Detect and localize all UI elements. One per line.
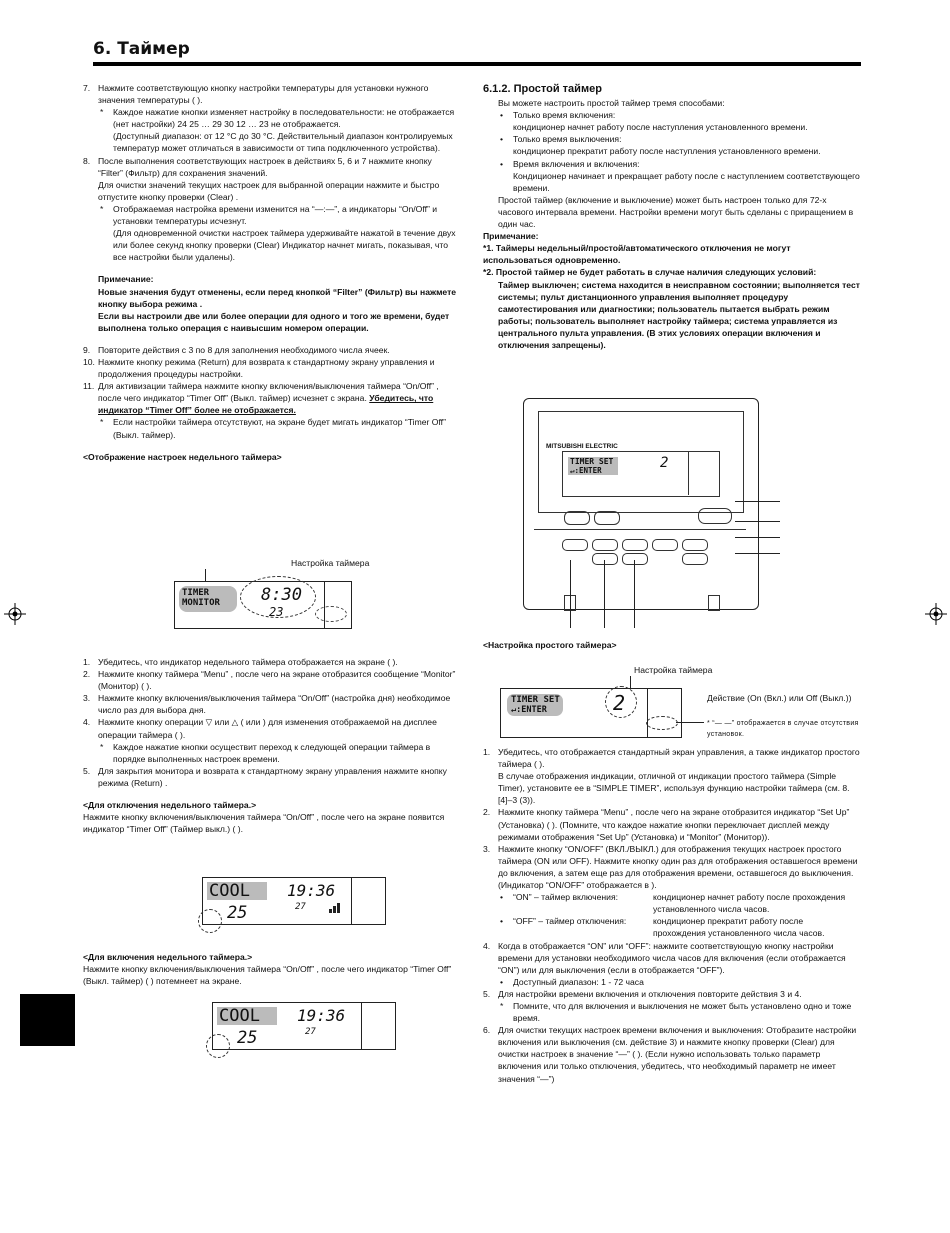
step-8: После выполнения соответствующих настроек в действиях 5, 6 и 7 нажмите кнопку “Filter” (Фильтр) для сохранения значений.	[98, 155, 432, 178]
simple-step-3: Нажмите кнопку “ON/OFF” (ВКЛ./ВЫКЛ.) для отображения текущих настроек простого таймера (ON или OFF). Нажмите кнопку один раз для отображения оставшегося времени до включения, а затем еще раз для отображения времени, оставшегося до выключения. (Индикатор “ON/OFF” отображается в ).	[498, 843, 858, 891]
remote-lcd-digit: 2	[660, 455, 669, 471]
pointer-line	[604, 560, 605, 628]
mode-button[interactable]	[682, 553, 708, 565]
off-def-title: “OFF” – таймер отключения:	[513, 916, 627, 927]
action-note: * “— —” отображается в случае отсутствия установок.	[707, 720, 859, 738]
step-7-note-range: (Доступный диапазон: от 12 °C до 30 °C. Действительный диапазон контролируемых температур может отличаться в зависимости от типа подключенного устройства).	[113, 131, 453, 154]
remote-lcd-line-2: ↵:ENTER	[570, 466, 602, 475]
highlight-ellipse	[605, 686, 637, 718]
lcd-small-temp: 27	[305, 1027, 316, 1037]
note-2: Если вы настроили две или более операции для одного и того же времени, будет выполнена только операция с наивысшим номером операции.	[98, 310, 450, 333]
simple-timer-lcd	[500, 688, 682, 738]
simple-step-5-note: Помните, что для включения и выключения не может быть установлено одно и тоже время.	[513, 1000, 852, 1024]
pointer-line	[630, 676, 631, 688]
on-def-desc: кондиционер начнет работу после прохождения установленного числа часов.	[653, 892, 846, 915]
lcd-line-1: TIMER SET	[511, 695, 560, 705]
step-8-cont: Для очистки значений текущих настроек для выбранной операции нажмите и быстро отпустите кнопку проверки (Clear) .	[98, 179, 440, 202]
step-8-note: Отображаемая настройка времени изменится на “—:—”, а индикаторы “On/Off” и установки температуры исчезнут.	[113, 203, 438, 227]
weekly-step-3: Нажмите кнопку включения/выключения таймера “On/Off” (настройка дня) необходимое число раз для выбора дня.	[98, 693, 451, 716]
step-7: Нажмите соответствующую кнопку настройки температуры для установки нужного значения температуры ( ).	[98, 83, 429, 106]
lcd-time: 8:30	[261, 585, 302, 605]
left-column-top: 7. Нажмите соответствующую кнопку настройки температуры для установки нужного значения температуры ( ). * Каждое нажатие кнопки изменяет настройку в последовательности: не отображается (нет настройки) 24 25 … 29 30 12 … 23 не отображается. (Доступный диапазон: от 12 °C до 30 °C. Действительный диапазон контролируемых температур может отличаться в зависимости от типа подключенного устройства). 8. После выполнения соответствующих настроек в действиях 5, 6 и 7 нажмите кнопку “Filter” (Фильтр) для сохранения значений. Для очистки значений текущих настроек для выбранной операции нажмите и быстро отпустите кнопку проверки (Clear) . * Отображаемая настройка времени изменится на “—:—”, а индикаторы “On/Off” и установки температуры исчезнут. (Для одновременной очистки настроек таймера удерживайте нажатой в течение двух или более секунд кнопку проверки (Clear) Индикатор начнет мигать, показывая, что все настройки были удалены). Примечание: Новые значения будут отменены, если перед кнопкой “Filter” (Фильтр) вы нажмете кнопку выбора режима . Если вы настроили две или более операции для одного и того же времени, будет выполнена только операция с наивысшим номером операции. 9. Повторите действия с 3 по 8 для заполнения необходимого числа ячеек. 10. Нажмите кнопку режима (Return) для возврата к стандартному экрану управления и продолжения процедуры настройки. 11. Для активизации таймера нажмите кнопку включения/выключения таймера “On/Off” , после чего индикатор “Timer Off” (Выкл. таймер) исчезнет с экрана. Убедитесь, что индикатор “Timer Off” более не отображается. * Если настройки таймера отсутствуют, на экране будет мигать индикатор “Timer Off” (Выкл. таймер). <Отображение настроек недельного таймера>	[83, 83, 457, 462]
note-2-conditions: Таймер выключен; система находится в неисправном состоянии; выполняется тест системы; пульт дистанционного управления выполняет процедуру самотестирования или диагностики; пользователь пытается выбрать режим работы; пользователь выполняет настройку таймера; система управляется из центрального пульта управления. (В этих условиях операции включения и отключения запрещены).	[498, 279, 860, 350]
pointer-line	[735, 521, 780, 522]
simple-step-4: Когда в отображается “ON” или “OFF”: нажмите соответствующую кнопку настройки времени для установки необходимого числа часов для включения (если отображается “ON”) или для выключения (если в отображается “OFF”).	[498, 940, 846, 975]
highlight-ellipse	[240, 576, 316, 618]
note-title: Примечание:	[98, 274, 154, 285]
action-label: Действие (On (Вкл.) или Off (Выкл.))	[707, 693, 852, 703]
simple-intro: Вы можете настроить простой таймер тремя способами:	[498, 98, 725, 109]
on-title: <Для включения недельного таймера.>	[83, 952, 253, 962]
page-tab-marker	[20, 994, 75, 1046]
pointer-line	[735, 553, 780, 554]
timer-off-indicator-icon	[198, 909, 222, 933]
header-rule	[93, 62, 861, 66]
time-up-button[interactable]	[622, 553, 648, 565]
lcd-temp: 25	[227, 903, 248, 923]
remote-lcd-line-1: TIMER SET	[570, 457, 614, 466]
simple-para: Простой таймер (включение и выключение) может быть настроен только для 72-х часового интервала времени. Настройки времени могут быть сделаны с приращением в один час.	[498, 194, 854, 230]
on-off-button[interactable]	[698, 508, 732, 524]
simple-label: Настройка таймера	[634, 665, 713, 675]
off-text: Нажмите кнопку включения/выключения таймера “On/Off” , после чего на экране появится индикатор “Timer Off” (Таймер выкл.) ( ).	[83, 812, 445, 835]
lcd-line-2: MONITOR	[182, 598, 220, 608]
pointer-line	[735, 501, 780, 502]
lcd-mode: COOL	[209, 881, 250, 901]
note-1: Новые значения будут отменены, если перед кнопкой “Filter” (Фильтр) вы нажмете кнопку выбора режима .	[98, 286, 457, 309]
weekly-step-5: Для закрытия монитора и возврата к стандартному экрану управления нажмите кнопку режима (Return) .	[98, 765, 447, 788]
lcd-temp: 25	[237, 1028, 258, 1048]
step-10: Нажмите кнопку режима (Return) для возврата к стандартному экрану управления и продолжения процедуры настройки.	[98, 356, 435, 380]
remote-controller	[523, 398, 759, 610]
step-9: Повторите действия с 3 по 8 для заполнения необходимого числа ячеек.	[98, 344, 390, 355]
section-title: 6.1.2. Простой таймер	[483, 83, 602, 95]
note-2: *2. Простой таймер не будет работать в случае наличия следующих условий:	[483, 267, 817, 278]
step-11-emph: Убедитесь, что индикатор “Timer Off” более не отображается.	[98, 393, 434, 416]
pointer-line	[676, 722, 704, 723]
right-column-top: 6.1.2. Простой таймер Вы можете настроить простой таймер тремя способами: • Только время включения: кондиционер начнет работу после наступления установленного времени. • Только время выключения: кондиционер прекратит работу после наступления установленного времени. • Время включения и включения: Кондиционер начинает и прекращает работу после с наступлением соответствующего времени. Простой таймер (включение и выключение) может быть настроен только для 72-х часового интервала времени. Настройки времени могут быть сделаны с приращением в один час. Примечание: *1. Таймеры недельный/простой/автоматического отключения не могут использоваться одновременно. *2. Простой таймер не будет работать в случае наличия следующих условий: Таймер выключен; система находится в неисправном состоянии; выполняется тест системы; пульт дистанционного управления выполняет процедуру самотестирования или диагностики; пользователь пытается выбрать режим работы; пользователь выполняет настройку таймера; система управляется из центрального пульта управления. (В этих условиях операции включения и отключения запрещены).	[483, 83, 860, 350]
way-2-desc: кондиционер прекратит работу после наступления установленного времени.	[513, 146, 821, 157]
way-2-title: Только время выключения:	[513, 134, 622, 145]
pointer-line	[570, 560, 571, 628]
lcd-temp: 23	[269, 605, 284, 619]
time-down-button[interactable]	[592, 553, 618, 565]
left-steps: 1. Убедитесь, что индикатор недельного таймера отображается на экране ( ). 2. Нажмите кнопку таймера “Menu” , после чего на экране отобразится сообщение “Monitor” (Монитор) ( ). 3. Нажмите кнопку включения/выключения таймера “On/Off” (настройка дня) необходимое число раз для выбора дня. 4. Нажмите кнопку операции ▽ или △ ( или ) для изменения отображаемой на дисплее операции таймера ( ). * Каждое нажатие кнопки осуществит переход к следующей операции таймера в порядке выполненных настроек времени. 5. Для закрытия монитора и возврата к стандартному экрану управления нажмите кнопку режима (Return) . <Для отключения недельного таймера.> Нажмите кнопку включения/выключения таймера “On/Off” , после чего на экране появится индикатор “Timer Off” (Таймер выкл.) ( ).	[83, 656, 458, 835]
highlight-ellipse	[646, 716, 678, 730]
weekly-step-2: Нажмите кнопку таймера “Menu” , после чего на экране отобразится сообщение “Monitor” (Монитор) ( ).	[98, 669, 456, 692]
weekly-title: <Отображение настроек недельного таймера>	[83, 451, 282, 462]
simple-step-6: Для очистки текущих настроек времени включения и выключения: Отобразите настройки включения или выключения (см. действие 3) и нажмите кнопку проверки (Clear) для очистки настроек в значение “—” ( ). (Если нужно использовать только параметр включения или только отключения, убедитесь, что необходимый параметр не имеет значения “—”)	[498, 1025, 857, 1084]
weekly-step-4-note: Каждое нажатие кнопки осуществит переход к следующей операции таймера в порядке выполненных настроек времени.	[113, 741, 431, 764]
cool-lcd-off	[202, 877, 386, 925]
fan-bars-icon	[315, 901, 345, 913]
note-title: Примечание:	[483, 231, 539, 242]
lcd-time: 19:36	[287, 881, 336, 900]
pointer-line	[735, 537, 780, 538]
simple-step-5: Для настройки времени включения и отключения повторите действия 3 и 4.	[498, 988, 802, 999]
weekly-step-1: Убедитесь, что индикатор недельного таймера отображается на экране ( ).	[98, 657, 398, 667]
weekly-step-4: Нажмите кнопку операции ▽ или △ ( или ) для изменения отображаемой на дисплее операции таймера ( ).	[98, 717, 437, 740]
step-11-note: Если настройки таймера отсутствуют, на экране будет мигать индикатор “Timer Off” (Выкл. таймер).	[113, 417, 446, 440]
range-text: Доступный диапазон: 1 - 72 часа	[513, 976, 644, 987]
step-7-note: Каждое нажатие кнопки изменяет настройку в последовательности: не отображается (нет настройки) 24 25 … 29 30 12 … 23 не отображается.	[113, 107, 455, 130]
simple-steps: 1. Убедитесь, что отображается стандартный экран управления, а также индикатор простого таймера ( ). В случае отображения индикации, отличной от индикации простого таймера (Simple Timer), установите ее в “SIMPLE TIMER”, используя функцию настройки таймера (см. 8.[4]–3 (3)). 2. Нажмите кнопку таймера “Menu” , после чего на экране отобразится индикатор “Set Up” (Установка) ( ). (Помните, что каждое нажатие кнопки переключает дисплей между режимами отображения “Set Up” (Установка) и “Monitor” (Монитор)). 3. Нажмите кнопку “ON/OFF” (ВКЛ./ВЫКЛ.) для отображения текущих настроек простого таймера (ON или OFF). Нажмите кнопку один раз для отображения оставшегося времени до включения, а затем еще раз для отображения времени, оставшегося до выключения. (Индикатор “ON/OFF” отображается в ). • “ON” – таймер включения: кондиционер начнет работу после прохождения установленного числа часов. • “OFF” – таймер отключения: кондиционер прекратит работу после прохождения установленного числа часов. 4. Когда в отображается “ON” или “OFF”: нажмите соответствующую кнопку настройки времени для установки необходимого числа часов для включения (если отображается “ON”) или для выключения (если в отображается “OFF”). • Доступный диапазон: 1 - 72 часа 5. Для настройки времени включения и отключения повторите действия 3 и 4. * Помните, что для включения и выключения не может быть установлено одно и тоже время. 6. Для очистки текущих настроек времени включения и выключения: Отобразите настройки включения или выключения (см. действие 3) и нажмите кнопку проверки (Clear) для очистки настроек в значение “—” ( ). (Если нужно использовать только параметр включения или только отключения, убедитесь, что необходимый параметр не имеет значения “—”)	[483, 747, 860, 1084]
on-off-timer-button[interactable]	[622, 539, 648, 551]
temp-down-button[interactable]	[564, 511, 590, 525]
note-1: *1. Таймеры недельный/простой/автоматического отключения не могут использоваться одновременно.	[483, 243, 791, 266]
weekly-label: Настройка таймера	[291, 558, 370, 568]
simple-step-1-cont: В случае отображения индикации, отличной от индикации простого таймера (Simple Timer), установите ее в “SIMPLE TIMER”, используя функцию настройки таймера (см. 8.[4]–3 (3)).	[498, 771, 850, 806]
lcd-digit: 2	[613, 691, 626, 715]
remote-brand: MITSUBISHI ELECTRIC	[546, 443, 618, 450]
filter-button[interactable]	[682, 539, 708, 551]
way-3-title: Время включения и включения:	[513, 158, 640, 169]
fan-button[interactable]	[652, 539, 678, 551]
off-def-desc: кондиционер прекратит работу после прохождения установленного числа часов.	[653, 916, 825, 939]
simple-title: <Настройка простого таймера>	[483, 640, 617, 650]
way-3-desc: Кондиционер начинает и прекращает работу после с наступлением соответствующего времени.	[513, 170, 860, 193]
pointer-line	[634, 560, 635, 628]
way-1-desc: кондиционер начнет работу после наступления установленного времени.	[513, 122, 808, 133]
way-1-title: Только время включения:	[513, 110, 616, 121]
step-11: Для активизации таймера нажмите кнопку включения/выключения таймера “On/Off” , после чего индикатор “Timer Off” (Выкл. таймер) исчезнет с экрана.	[98, 381, 439, 404]
registration-mark-icon	[925, 603, 947, 625]
simple-step-1: Убедитесь, что отображается стандартный экран управления, а также индикатор простого таймера ( ).	[498, 747, 860, 770]
operation-button[interactable]	[592, 539, 618, 551]
registration-mark-icon	[4, 603, 26, 625]
temp-up-button[interactable]	[594, 511, 620, 525]
lcd-mode: COOL	[219, 1006, 260, 1026]
on-text: Нажмите кнопку включения/выключения таймера “On/Off” , после чего индикатор “Timer Off” (Выкл. таймер) ( ) потемнеет на экране.	[83, 964, 452, 987]
timer-off-indicator-icon	[206, 1034, 230, 1058]
on-def-title: “ON” – таймер включения:	[513, 892, 618, 903]
cool-lcd-on	[212, 1002, 396, 1050]
lcd-small-temp: 27	[295, 902, 306, 912]
page-title: 6. Таймер	[93, 39, 190, 59]
lcd-line-1: TIMER	[182, 588, 210, 598]
simple-step-2: Нажмите кнопку таймера “Menu” , после чего на экране отобразится индикатор “Set Up” (Установка) ( ). (Помните, что каждое нажатие кнопки переключает дисплей между режимами отображения “Set Up” (Установка) и “Monitor” (Монитор)).	[498, 807, 850, 842]
step-8-note-2: (Для одновременной очистки настроек таймера удерживайте нажатой в течение двух или более секунд кнопку проверки (Clear) Индикатор начнет мигать, показывая, что все настройки были удалены).	[113, 228, 456, 263]
lcd-time: 19:36	[297, 1006, 346, 1025]
off-title: <Для отключения недельного таймера.>	[83, 800, 257, 811]
menu-button[interactable]	[562, 539, 588, 551]
lcd-line-2: ↵:ENTER	[511, 705, 547, 715]
